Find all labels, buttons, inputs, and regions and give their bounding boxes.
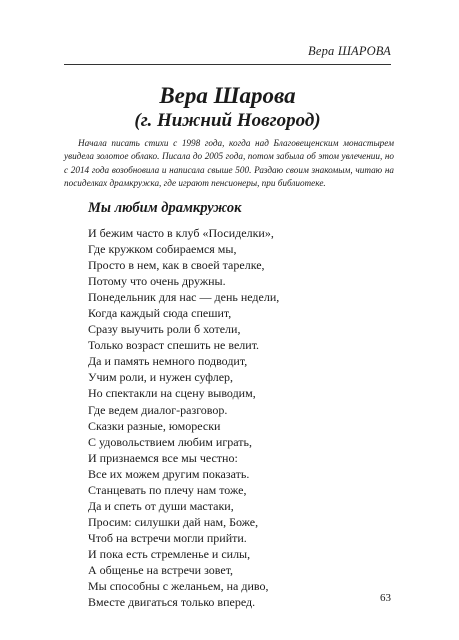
- poem-line: Понедельник для нас — день недели,: [88, 290, 280, 305]
- header-divider: [64, 64, 391, 65]
- poem-line: С удовольствием любим играть,: [88, 434, 252, 449]
- poem-line: Сразу выучить роли б хотели,: [88, 322, 241, 337]
- poem-line: И бежим часто в клуб «Посиделки»,: [88, 226, 274, 240]
- poem-line: Станцевать по плечу нам тоже,: [88, 482, 247, 497]
- poem-line: Где кружком собираемся мы,: [88, 242, 237, 257]
- poem-line: Потому что очень дружны.: [88, 274, 226, 289]
- author-bio: Начала писать стихи с 1998 года, когда над Благовещенским монастырем увидела золотое облако. Писала до 2005 года, потом забыла об этом увлечении, но с 2014 года возобновила и написала свыше 500. Раздаю своим знакомым, читаю на посиделках драмкружка, где играют пенсионеры, при библиотеке.: [64, 138, 394, 189]
- poem-line: И пока есть стремленье и силы,: [88, 546, 251, 561]
- poem-line: Вместе двигаться только вперед.: [88, 595, 256, 610]
- poem-title: Мы любим драмкружок: [88, 200, 242, 216]
- poem-line: И признаемся все мы честно:: [88, 450, 238, 465]
- running-header: Вера ШАРОВА: [308, 44, 391, 58]
- poem-line: Только возраст спешить не велит.: [88, 338, 260, 353]
- poem-line: Все их можем другим показать.: [88, 466, 250, 481]
- poem-line: А общенье на встречи зовет,: [88, 562, 234, 577]
- poem-line: Да и спеть от души мастаки,: [88, 498, 234, 513]
- author-city: (г. Нижний Новгород): [134, 110, 321, 131]
- poem-text: [88, 225, 279, 610]
- poem-line: Учим роли, и нужен суфлер,: [88, 370, 234, 385]
- poem-line: Мы способны с желаньем, на диво,: [88, 579, 269, 594]
- poem-line: Когда каждый сюда спешит,: [88, 306, 232, 321]
- poem-line: Просто в нем, как в своей тарелке,: [88, 258, 265, 273]
- author-name: Вера Шарова: [159, 83, 296, 108]
- poem-line: Да и память немного подводит,: [88, 354, 248, 369]
- poem-line: Сказки разные, юморески: [88, 418, 221, 433]
- page-number: 63: [380, 592, 391, 604]
- poem-line: Чтоб на встречи могли прийти.: [88, 530, 247, 545]
- poem-line: Где ведем диалог-разговор.: [88, 402, 228, 417]
- poem-line: Просим: силушки дай нам, Боже,: [88, 514, 259, 529]
- poem-line: Но спектакли на сцену выводим,: [88, 386, 256, 401]
